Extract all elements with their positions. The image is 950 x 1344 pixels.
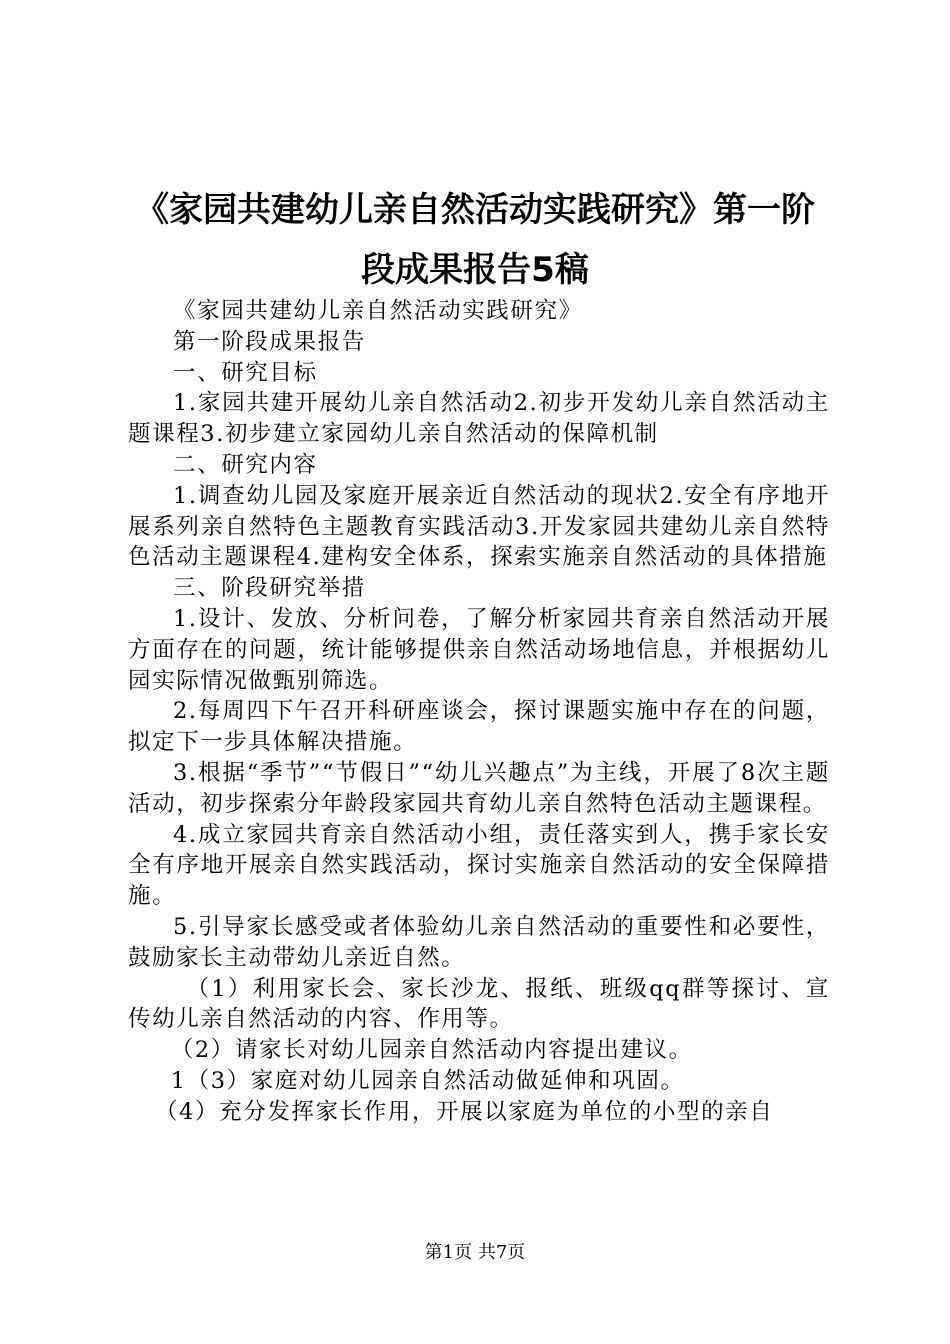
paragraph-measure-3: 3.根据“季节”“节假日”“幼儿兴趣点”为主线，开展了8次主题活动，初步探索分年龄段家园共育幼儿亲自然特色活动主题课程。 [128, 759, 830, 817]
document-title-line-2: 段成果报告5稿 [361, 250, 589, 290]
paragraph-report-stage: 第一阶段成果报告 [173, 328, 366, 355]
paragraph-measure-4: 4.成立家园共育亲自然活动小组，责任落实到人，携手家长安全有序地开展亲自然实践活动，探讨实施亲自然活动的安全保障措施。 [128, 821, 830, 910]
section-heading-goals: 一、研究目标 [173, 359, 318, 386]
paragraph-goals: 1.家园共建开展幼儿亲自然活动2.初步开发幼儿亲自然活动主题课程3.初步建立家园幼儿亲自然活动的保障机制 [128, 390, 830, 448]
paragraph-measure-1: 1.设计、发放、分析问卷，了解分析家园共育亲自然活动开展方面存在的问题，统计能够提供亲自然活动场地信息，并根据幼儿园实际情况做甄别筛选。 [128, 605, 830, 694]
paragraph-sub-3: 1（3）家庭对幼儿园亲自然活动做延伸和巩固。 [170, 1067, 685, 1094]
page-footer: 第1页 共7页 [424, 1242, 526, 1263]
paragraph-sub-1: （1）利用家长会、家长沙龙、报纸、班级qq群等探讨、宣传幼儿亲自然活动的内容、作用等。 [128, 975, 830, 1033]
paragraph-subtitle: 《家园共建幼儿亲自然活动实践研究》 [173, 298, 583, 324]
section-heading-content: 二、研究内容 [173, 451, 318, 478]
document-title-line-1: 《家园共建幼儿亲自然活动实践研究》第一阶 [135, 190, 815, 230]
section-heading-measures: 三、阶段研究举措 [173, 575, 366, 602]
paragraph-sub-2: （2）请家长对幼儿园亲自然活动内容提出建议。 [170, 1037, 693, 1064]
paragraph-measure-2: 2.每周四下午召开科研座谈会，探讨课题实施中存在的问题，拟定下一步具体解决措施。 [128, 698, 830, 756]
paragraph-measure-5: 5.引导家长感受或者体验幼儿亲自然活动的重要性和必要性，鼓励家长主动带幼儿亲近自然。 [128, 913, 830, 971]
paragraph-sub-4: （4）充分发挥家长作用，开展以家庭为单位的小型的亲自 [155, 1098, 774, 1125]
document-body [128, 296, 830, 1128]
paragraph-content: 1.调查幼儿园及家庭开展亲近自然活动的现状2.安全有序地开展系列亲自然特色主题教育实践活动3.开发家园共建幼儿亲自然特色活动主题课程4.建构安全体系，探索实施亲自然活动的具体措施 [128, 482, 830, 571]
